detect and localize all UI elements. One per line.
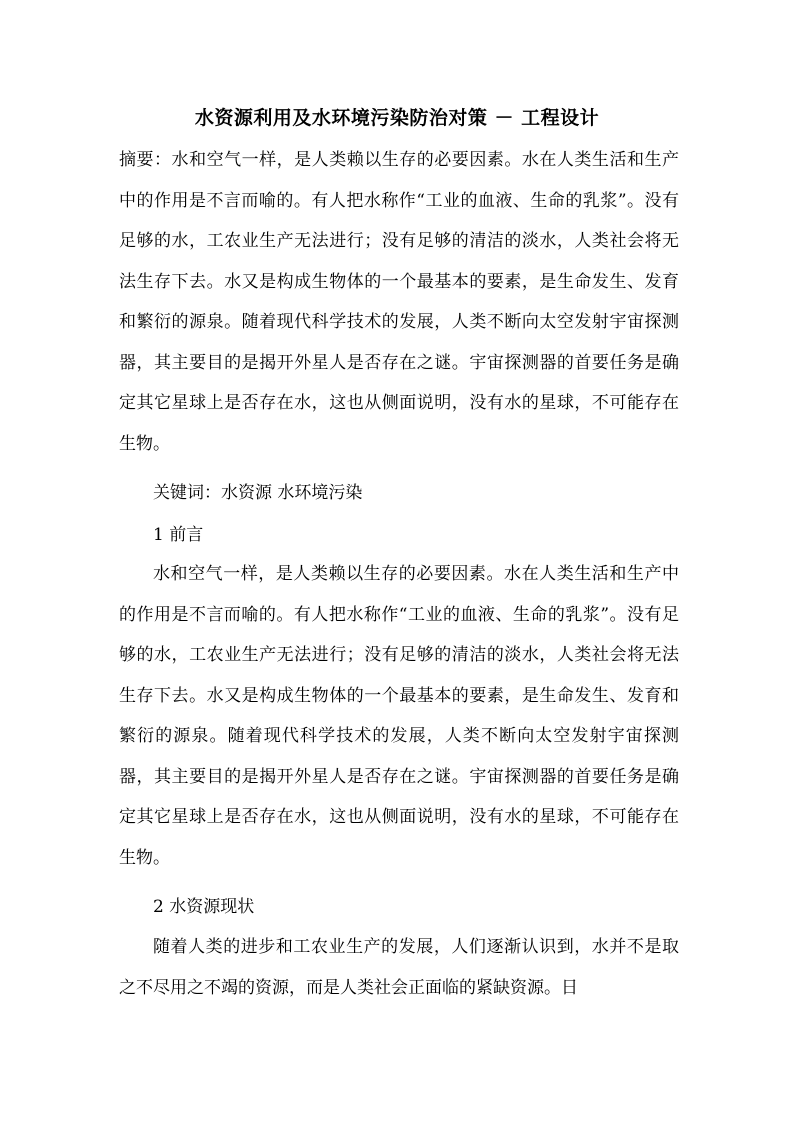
document-title: 水资源利用及水环境污染防治对策 － 工程设计 [194, 107, 600, 129]
section-body-introduction: 水和空气一样，是人类赖以生存的必要因素。水在人类生活和生产中的作用是不言而喻的。有人把水称作“工业的血液、生命的乳浆”。没有足够的水，工农业生产无法进行；没有足够的清洁的淡水，人类社会将无法生存下去。水又是构成生物体的一个最基本的要素，是生命发生、发育和繁衍的源泉。随着现代科学技术的发展，人类不断向太空发射宇宙探测器，其主要目的是揭开外星人是否存在之谜。宇宙探测器的首要任务是确定其它星球上是否存在水，这也从侧面说明，没有水的星球，不可能存在生物。 [119, 564, 679, 868]
abstract-paragraph: 摘要：水和空气一样，是人类赖以生存的必要因素。水在人类生活和生产中的作用是不言而喻的。有人把水称作“工业的血液、生命的乳浆”。没有足够的水，工农业生产无法进行；没有足够的清洁的淡水，人类社会将无法生存下去。水又是构成生物体的一个最基本的要素，是生命发生、发育和繁衍的源泉。随着现代科学技术的发展，人类不断向太空发射宇宙探测器，其主要目的是揭开外星人是否存在之谜。宇宙探测器的首要任务是确定其它星球上是否存在水，这也从侧面说明，没有水的星球，不可能存在生物。 [119, 150, 679, 454]
section-heading-introduction: 1 前言 [153, 525, 204, 545]
section-heading-water-status: 2 水资源现状 [153, 897, 255, 917]
keywords-line: 关键词：水资源 水环境污染 [153, 483, 363, 503]
section-body-water-status: 随着人类的进步和工农业生产的发展，人们逐渐认识到，水并不是取之不尽用之不竭的资源，而是人类社会正面临的紧缺资源。日 [119, 937, 679, 998]
